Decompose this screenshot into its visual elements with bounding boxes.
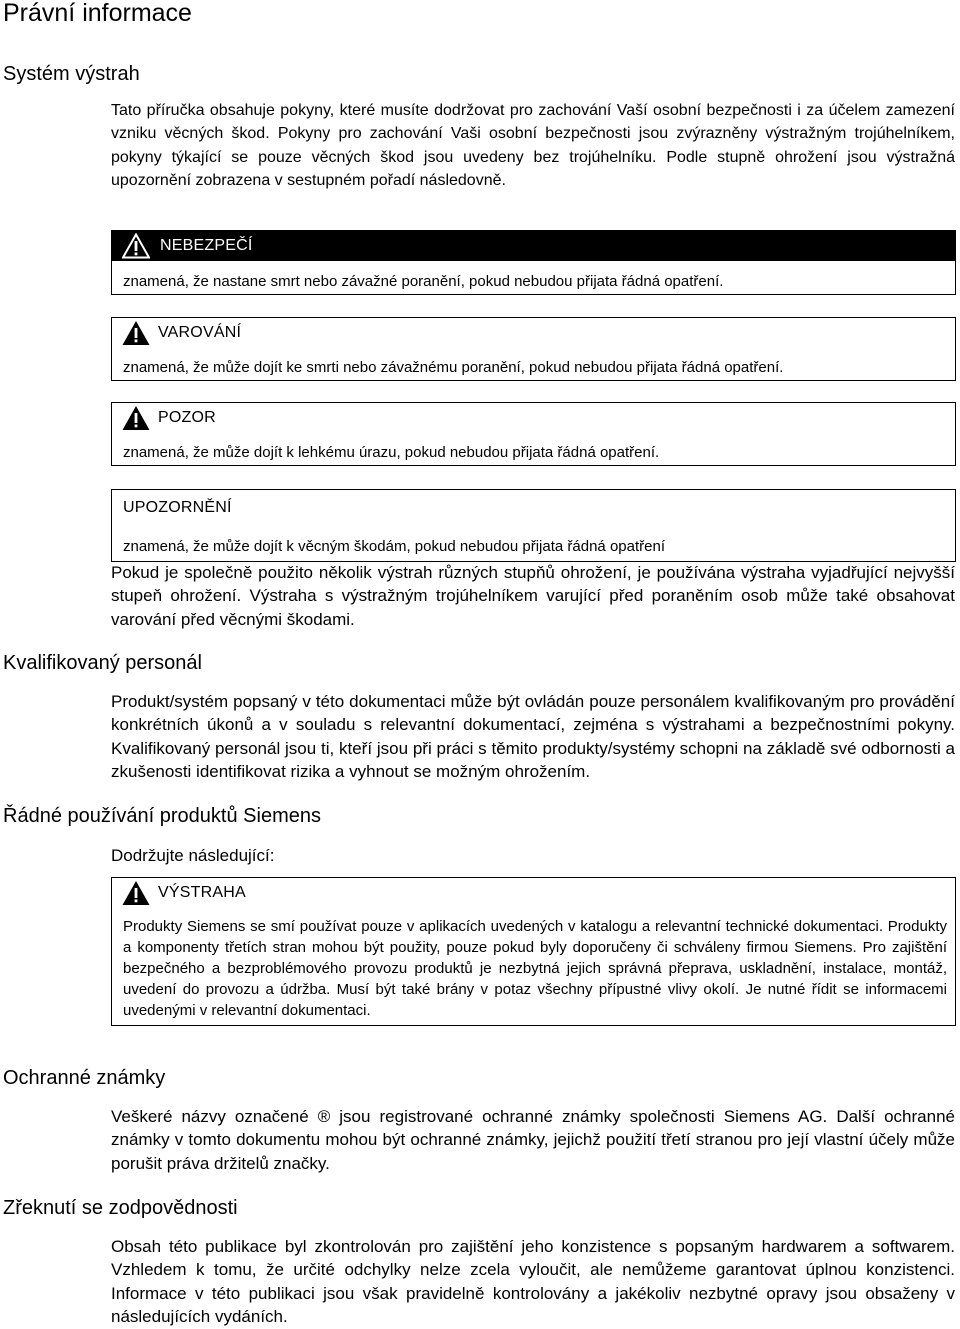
warning-label: VAROVÁNÍ <box>158 324 242 341</box>
caution-banner <box>112 403 955 433</box>
warning-triangle-icon <box>122 320 150 346</box>
proper-use-warning-label: VÝSTRAHA <box>158 884 246 901</box>
warnings-intro: Tato příručka obsahuje pokyny, které musíte dodržovat pro zachování Vaší osobní bezpečnosti i za účelem zamezení vzniku věcných škod. Pokyny pro zachování Vaši osobní bezpečnosti jsou zvýrazněny výstražným trojúhelníkem, pokyny týkající se pouze věcných škod jsou uvedeny bez trojúhelníku. Podle stupně ohrožení jsou výstražná upozornění zobrazena v sestupném pořadí následovně. <box>111 102 955 189</box>
proper-use-warning-box <box>111 877 956 1026</box>
caution-box <box>111 402 956 466</box>
proper-use-warning-text: Produkty Siemens se smí používat pouze v aplikacích uvedených v katalogu a relevantní technické dokumentaci. Produkty a komponenty třetích stran mohou být použity, pouze pokud byly doporučeny či schváleny firmou Siemens. Pro zajištění bezpečného a bezproblémového provozu produktů je nezbytná jejich správná přeprava, uskladnění, instalace, montáž, uvedení do provozu a údržba. Musí být také brány v potaz všechny přípustné vlivy okolí. Je nutné řídit se informacemi uvedenými v relevantní dokumentaci. <box>123 918 947 1019</box>
danger-box <box>111 230 956 295</box>
trademarks-text: Veškeré názvy označené ® jsou registrované ochranné známky společnosti Siemens AG. Další ochranné známky v tomto dokumentu mohou být ochranné známky, jejichž použití třetí stranou pro její vlastní účely může porušit práva držitelů značky. <box>111 1107 955 1173</box>
notice-text: znamená, že může dojít k věcným škodám, pokud nebudou přijata řádná opatření <box>123 538 665 555</box>
danger-label: NEBEZPEČÍ <box>160 237 253 254</box>
notice-label: UPOZORNĚNÍ <box>123 499 232 516</box>
disclaimer-text: Obsah této publikace byl zkontrolován pro zajištění jeho konzistence s popsaným hardwarem a softwarem. Vzhledem k tomu, že určité odchylky nelze zcela vyloučit, ale nemůžeme garantovat úplnou konzistenci. Informace v této publikaci jsou však pravidelně kontrolovány a jakékoliv nezbytné opravy jsou obsaženy v následujících vydáních. <box>111 1237 955 1326</box>
proper-use-warning-banner <box>112 878 955 908</box>
qualified-text: Produkt/systém popsaný v této dokumentaci může být ovládán pouze personálem kvalifikovaným pro provádění konkrétních úkonů a v souladu s relevantní dokumentací, zejména s výstrahami a bezpečnostními pokyny. Kvalifikovaný personál jsou ti, kteří jsou při práci s těmito produkty/systémy schopni na základě své odbornosti a zkušenosti identifikovat rizika a vyhnout se možným ohrožením. <box>111 692 955 781</box>
proper-use-intro: Dodržujte následující: <box>111 846 275 865</box>
section-heading-trademarks: Ochranné známky <box>3 1067 166 1089</box>
warning-text: znamená, že může dojít ke smrti nebo závažnému poranění, pokud nebudou přijata řádná opatření. <box>123 359 784 376</box>
warning-box <box>111 317 956 381</box>
caution-text: znamená, že může dojít k lehkému úrazu, pokud nebudou přijata řádná opatření. <box>123 444 660 461</box>
caution-label: POZOR <box>158 409 216 426</box>
notice-banner <box>112 490 955 526</box>
warnings-outro: Pokud je společně použito několik výstrah různých stupňů ohrožení, je používána výstraha vyjadřující nejvyšší stupeň ohrožení. Výstraha s výstražným trojúhelníkem varující před poraněním osob může také obsahovat varování před věcnými škodami. <box>111 563 955 629</box>
warning-triangle-icon <box>122 880 150 906</box>
warning-triangle-icon <box>122 233 150 259</box>
danger-banner <box>112 231 955 261</box>
section-heading-warnings: Systém výstrah <box>3 63 140 85</box>
section-heading-qualified: Kvalifikovaný personál <box>3 652 202 674</box>
section-heading-disclaimer: Zřeknutí se zodpovědnosti <box>3 1197 238 1219</box>
warning-banner <box>112 318 955 348</box>
page-title: Právní informace <box>3 0 192 27</box>
notice-box <box>111 489 956 562</box>
warning-triangle-icon <box>122 405 150 431</box>
danger-text: znamená, že nastane smrt nebo závažné poranění, pokud nebudou přijata řádná opatření. <box>123 273 724 290</box>
section-heading-proper-use: Řádné používání produktů Siemens <box>3 805 321 827</box>
